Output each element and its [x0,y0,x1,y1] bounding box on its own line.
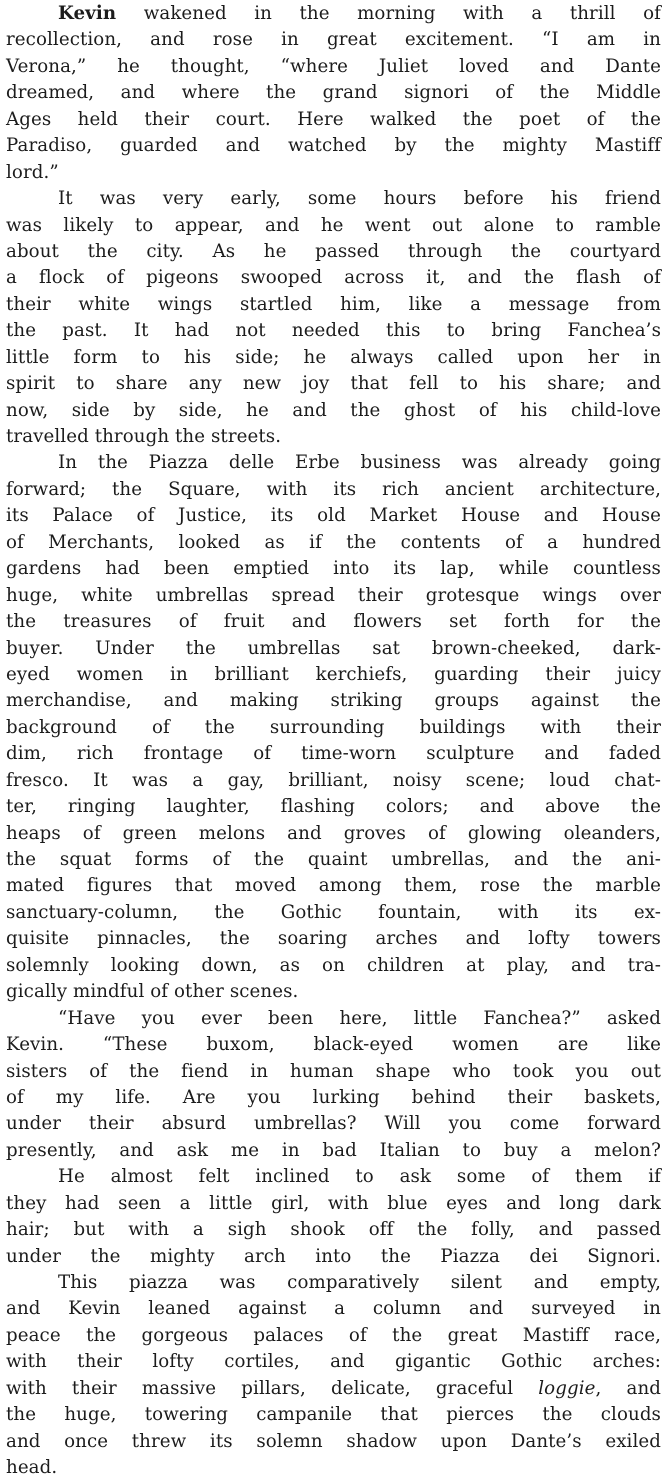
text-line: they had seen a little girl, with blue eyes and long dark [6,1192,661,1214]
text-line: its Palace of Justice, its old Market House and House [6,505,661,527]
text-line: hair; but with a sigh shook off the folly, and passed [6,1219,661,1241]
text-line: about the city. As he passed through the courtyard [6,240,661,262]
text-line: lord.” [6,161,59,183]
text-line: with their lofty cortiles, and gigantic Gothic arches: [6,1351,661,1373]
text-line: sanctuary-column, the Gothic fountain, with its ex- [6,901,661,923]
text-line: with their massive pillars, delicate, graceful loggie, and [6,1377,661,1399]
text-line: forward; the Square, with its rich ancient architecture, [6,478,661,500]
text-line: Kevin. “These buxom, black-eyed women are like [6,1034,661,1056]
text-line: travelled through the streets. [6,426,282,447]
text-line: huge, white umbrellas spread their grotesque wings over [6,584,661,606]
text-line: under their absurd umbrellas? Will you come forward [6,1113,661,1135]
text-line: In the Piazza delle Erbe business was already going [58,452,661,474]
text-line: now, side by side, he and the ghost of his child-love [6,399,661,421]
text-line: recollection, and rose in great excitement. “I am in [6,29,661,51]
text-line: and once threw its solemn shadow upon Dante’s exiled [6,1430,661,1452]
text-line: under the mighty arch into the Piazza dei Signori. [6,1245,661,1267]
text-line: peace the gorgeous palaces of the great Mastiff race, [6,1324,661,1346]
text-line: heaps of green melons and groves of glowing oleanders, [6,822,661,844]
paragraph-1 [6,1,661,186]
paragraph-5 [6,1164,661,1270]
text-line: background of the surrounding buildings with their [6,716,661,738]
text-line [6,1,661,27]
text-line: merchandise, and making striking groups against the [6,690,661,712]
text-line: Verona,” he thought, “where Juliet loved and Dante [6,55,661,77]
text-line: Ages held their court. Here walked the poet of the [6,108,661,130]
text-line: dreamed, and where the grand signori of the Middle [6,82,661,104]
paragraph-2 [6,186,661,450]
text-line: quisite pinnacles, the soaring arches and lofty towers [6,928,661,950]
text-line: of Merchants, looked as if the contents of a hundred [6,531,661,553]
text-line-rest: wakened in the morning with a thrill of [143,3,661,24]
italic-word: loggie [538,1377,596,1399]
text-line: the huge, towering campanile that pierces the clouds [6,1404,661,1426]
text-line: sisters of the fiend in human shape who took you out [6,1060,661,1082]
text-line: presently, and ask me in bad Italian to buy a melon? [6,1139,661,1161]
text-line: Paradiso, guarded and watched by the mighty Mastiff [6,135,661,157]
text-line: their white wings startled him, like a message from [6,293,661,315]
paragraph-3 [6,450,661,1005]
opening-word: Kevin [58,3,117,24]
text-line: gically mindful of other scenes. [6,981,299,1003]
text-line: buyer. Under the umbrellas sat brown-cheeked, dark- [6,637,661,659]
text-line: and Kevin leaned against a column and surveyed in [6,1298,661,1320]
text-line: He almost felt inclined to ask some of them if [58,1166,661,1188]
text-line: dim, rich frontage of time-worn sculpture and faded [6,743,661,765]
text-line: the past. It had not needed this to bring Fanchea’s [6,320,661,342]
text-line: head. [6,1457,58,1479]
text-line: solemnly looking down, as on children at play, and tra- [6,954,661,976]
text-line: It was very early, some hours before his friend [58,188,661,210]
text-line: the squat forms of the quaint umbrellas, and the ani- [6,849,661,870]
text-line: fresco. It was a gay, brilliant, noisy scene; loud chat- [6,769,661,791]
text-line: spirit to share any new joy that fell to his share; and [6,373,661,395]
text-line: mated figures that moved among them, rose the marble [6,875,661,897]
text-line: the treasures of fruit and flowers set forth for the [6,611,661,633]
text-line: “Have you ever been here, little Fanchea?” asked [58,1007,661,1029]
text-line: little form to his side; he always called upon her in [6,346,661,368]
text-line: a flock of pigeons swooped across it, and the flash of [6,267,661,289]
text-line: gardens had been emptied into its lap, while countless [6,558,661,580]
paragraph-4 [6,1006,661,1165]
text-line: of my life. Are you lurking behind their baskets, [6,1086,661,1108]
text-line: This piazza was comparatively silent and empty, [58,1272,661,1293]
text-line: ter, ringing laughter, flashing colors; and above the [6,796,661,818]
paragraph-6 [6,1270,661,1482]
text-line: eyed women in brilliant kerchiefs, guarding their juicy [6,663,661,685]
text-line: was likely to appear, and he went out alone to ramble [6,214,661,236]
